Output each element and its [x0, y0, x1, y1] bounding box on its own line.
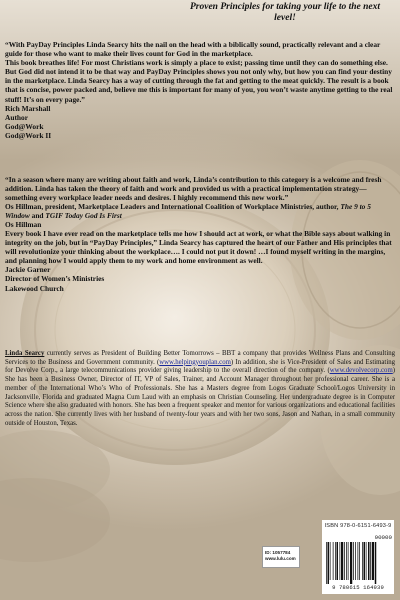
attribution-and: and	[29, 211, 46, 221]
endorsement-rich-marshall	[5, 40, 395, 140]
barcode-bar	[362, 542, 363, 580]
attribution-text: Os Hillman, president, Marketplace Leaders and International Coalition of Workplace Ministries, author,	[5, 202, 341, 212]
endorsement-text: “In a season where many are writing about faith and work, Linda’s contribution to this category is a welcome and fresh addition. Linda has taken the theory of faith and work and provided us with a practical implementation strategy—something every workplace leader needs and desires. I highly recommend this new work.”	[5, 175, 382, 203]
isbn-barcode	[322, 520, 394, 594]
endorsement-text: This book breathes life! For most Christians work is simply a place to exist; passing time until they can do something else. But God did not intend it to be that way and PayDay Principles shows you not only why, but how you can find your destiny in the marketplace. Linda Searcy has a way of cutting through the fat and getting to the meat quickly. The result is a book that is concise, power packed and, believe me this is important for many of you, you won’t waste anytime getting to the real stuff! It’s on every page.”	[5, 58, 393, 104]
barcode-bar	[364, 542, 366, 580]
website-link-devolvecorp[interactable]: www.devolvecorp.com	[329, 367, 393, 375]
barcode-bar	[355, 542, 356, 580]
barcode-bar	[346, 542, 347, 580]
endorsement-author: Jackie Garner	[5, 265, 51, 275]
barcode-bar	[368, 542, 370, 580]
website-link-helpingyouplan[interactable]: www.helpingyouplan.com	[159, 358, 231, 366]
endorsement-author: Os Hillman	[5, 220, 42, 230]
endorsement-role: Director of Women’s Ministries	[5, 274, 105, 284]
barcode-bar	[333, 542, 334, 580]
barcode-bar	[370, 542, 371, 580]
book-title: The 9 to 5 Window	[5, 202, 371, 221]
barcode-bars	[325, 542, 391, 584]
barcode-bar	[340, 542, 341, 580]
barcode-bar	[337, 542, 339, 580]
barcode-bar	[375, 542, 377, 584]
barcode-bar	[366, 542, 367, 580]
barcode-bar	[353, 542, 354, 580]
barcode-bar	[326, 542, 327, 584]
price-code: 90000	[374, 534, 392, 541]
endorsement-work: God@Work	[5, 121, 44, 131]
endorsement-os-hillman	[5, 175, 395, 230]
barcode-bar	[350, 542, 352, 584]
bio-text: ) She has been a Business Owner, Director of IT, VP of Sales, Trainer, and Account Manager throughout her professional career. She is a member of the International Who’s Who of Professionals. She has a Masters degree from Logos Graduate School/Logos University in Jacksonville, Florida and graduated Magna Cum Laud with an emphasis on Christian Counseling. Her undergraduate degree is in Computer Science where she also graduated with honors. She has been a frequent speaker and mentor for various organizations and educational facilities across the nation. She currently lives with her husband of twenty-four years and with her two sons, Jason and Nathan, in a small community outside of Houston, Texas.	[5, 367, 395, 427]
barcode-bar	[348, 542, 349, 580]
endorsement-org: Lakewood Church	[5, 283, 64, 293]
barcode-bar	[358, 542, 359, 580]
lulu-url: www.lulu.com	[265, 556, 296, 561]
author-name: Linda Searcy	[5, 350, 45, 357]
barcode-bar	[328, 542, 330, 584]
tagline: Proven Principles for taking your life to the next level!	[190, 2, 380, 23]
bio-text: ) In addition, she is Vice-President of Sales and Estimating for Devolve Corp., a large telecommunications provider giving leadership to the overall direction of the company. (	[5, 358, 396, 375]
barcode-bar	[335, 542, 336, 580]
lulu-id-box	[262, 546, 300, 568]
endorsement-text: “With PayDay Principles Linda Searcy hits the nail on the head with a biblically sound, practically relevant and a clear guide for those who want to make their lives count for God in the marketplace.	[5, 40, 381, 59]
isbn-number: ISBN 978-0-6151-6493-9	[324, 523, 392, 529]
barcode-bar	[359, 542, 360, 580]
author-bio	[5, 350, 395, 428]
endorsement-attribution	[5, 202, 395, 220]
barcode-bar	[372, 542, 374, 580]
bio-text: currently serves as President of Building Better Tomorrows – BBT a company that provides Wellness Plans and Consulting Services to the Business and Government community. (	[5, 350, 396, 366]
barcode-bar	[341, 542, 343, 580]
endorsement-text: Every book I have ever read on the marketplace tells me how I should act at work, or what the Bible says about walking in integrity on the job, but in “PayDay Principles,” Linda Searcy has captured the heart of our Father and His principles that will revolutionize your thinking about the workplace…. I could not put it down! …I found myself writing in the margins, and planning how I would apply them to my work and home environment as well.	[5, 229, 392, 266]
barcode-digits: 9 780615 164939	[332, 584, 384, 591]
barcode-bar	[344, 542, 345, 580]
lulu-id: ID: 1057784	[265, 550, 291, 555]
barcode-bar	[330, 542, 331, 580]
endorsement-work: God@Work II	[5, 130, 52, 140]
endorsement-jackie-garner	[5, 229, 395, 293]
endorsement-author: Rich Marshall	[5, 103, 51, 113]
book-title: TGIF Today God Is First	[45, 211, 122, 221]
endorsement-role: Author	[5, 112, 28, 122]
